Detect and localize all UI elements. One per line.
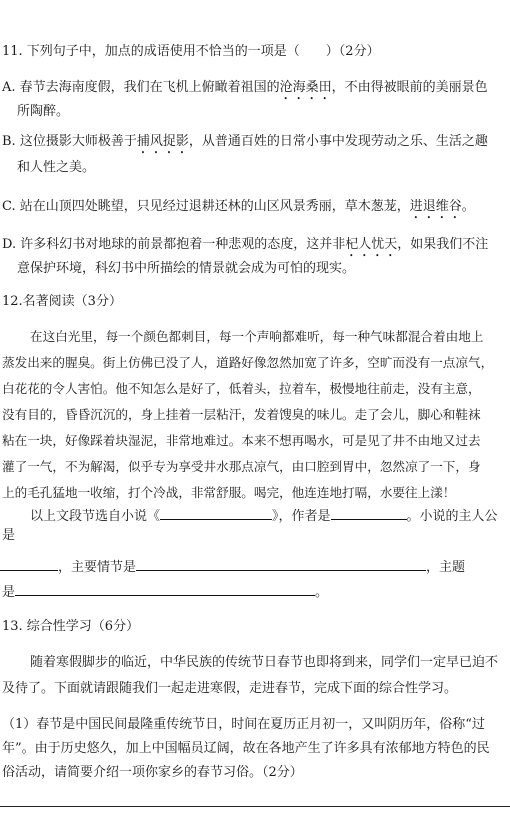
fill-blank-line-2 [0,556,465,575]
option-a-text-2: ，不由得被眼前的美丽景色 [331,80,488,95]
passage-line: 没有目的，昏昏沉沉的，身上挂着一层粘汗，发着馊臭的味儿。走了会儿，脚心和鞋袜 [2,407,481,422]
option-c-text-1: C. 站在山顶四处眺望，只见经过退耕还林的山区风景秀丽，草木葱茏， [2,199,410,214]
option-b-line-2: 和人性之美。 [17,160,96,175]
fill-text-theme-prefix: ，主题 [426,560,466,575]
passage-line: 灌了一气，不为解渴，似乎专为享受井水那点凉气，由口腔到胃中，忽然凉了一下，身 [2,459,481,474]
option-c [2,195,475,222]
question-11-stem: 11. 下列句子中，加点的成语使用不恰当的一项是（ ）（2分） [2,44,380,59]
q13-sub1-line-3: 俗活动，请简要介绍一项你家乡的春节习俗。（2分） [2,765,303,780]
plot-blank[interactable] [136,558,426,571]
q13-intro-line-1: 随着寒假脚步的临近，中华民族的传统节日春节也即将到来，同学们一定早已迫不 [30,655,499,670]
option-d-idiom: 杞人忧天 [345,237,398,252]
option-b-text-2: ，从普通百姓的日常小事中发现劳动之乐、生活之趣 [188,134,488,149]
option-b-idiom: 捕风捉影 [136,134,189,149]
fill-text-plot-prefix: ，主要情节是 [58,560,137,575]
fill-text-shi: 是 [2,528,16,543]
option-a-idiom: 沧海桑田 [279,80,332,95]
option-d-text-2: ，如果我们不注 [397,237,489,252]
passage-line: 在这白光里，每一个颜色都刺目，每一个声响都难听，每一种气味都混合着由地上 [30,329,484,344]
fill-text-theme-shi: 是 [2,585,16,600]
option-a-text-1: A. 春节去海南度假，我们在飞机上俯瞰着祖国的 [2,80,280,95]
passage-line: 粘在一块，好像踩着块湿泥，非常地难过。本来不想再喝水，可是见了井不由地又过去 [2,433,481,448]
option-a [2,76,488,103]
author-blank[interactable] [331,507,407,520]
novel-title-blank[interactable] [160,507,272,520]
fill-text-author-prefix: 》，作者是 [272,509,331,524]
passage-line: 蒸发出来的腥臭。街上仿佛已没了人，道路好像忽然加宽了许多，空旷而没有一点凉气， [2,355,494,370]
passage-line: 白花花的令人害怕。他不知怎么是好了，低着头，拉着车，极慢地往前走，没有主意， [2,381,481,396]
q13-sub1-line-2: 年”。由于历史悠久，加上中国幅员辽阔，故在各地产生了许多具有浓郁地方特色的民 [2,741,490,756]
option-d [2,233,488,260]
fill-blank-line-1 [30,505,498,524]
fill-blank-line-3 [2,581,328,600]
q13-sub1-line-1: （1）春节是中国民间最隆重传统节日，时间在夏历正月初一，又叫阴历年，俗称“过 [2,717,485,732]
option-c-text-2: 。 [461,199,475,214]
option-a-line-2: 所陶醉。 [17,104,70,119]
option-b [2,130,488,157]
option-d-text-1: D. 许多科幻书对地球的前景都抱着一种悲观的态度，这并非 [2,237,346,252]
option-b-text-1: B. 这位摄影大师极善于 [2,134,137,149]
option-c-idiom: 进退维谷 [409,199,462,214]
protagonist-blank[interactable] [0,558,58,571]
fill-text-novel-prefix: 以上文段节选自小说《 [30,509,161,524]
answer-line[interactable] [0,806,510,807]
q13-intro-line-2: 及待了。下面就请跟随我们一起走进寒假，走进春节，完成下面的综合性学习。 [2,681,458,696]
fill-text-protagonist-prefix: 。小说的主人公 [406,509,498,524]
theme-blank[interactable] [15,583,315,596]
passage-line: 上的毛孔猛地一收缩，打个冷战，非常舒服。喝完，他连连地打嗝，水要往上漾！ [2,485,456,500]
option-d-line-2: 意保护环境，科幻书中所描绘的情景就会成为可怕的现实。 [17,261,356,276]
question-13-title: 13. 综合性学习（6分） [2,619,140,634]
question-12-title: 12.名著阅读（3分） [2,294,122,309]
fill-text-period: 。 [315,585,329,600]
